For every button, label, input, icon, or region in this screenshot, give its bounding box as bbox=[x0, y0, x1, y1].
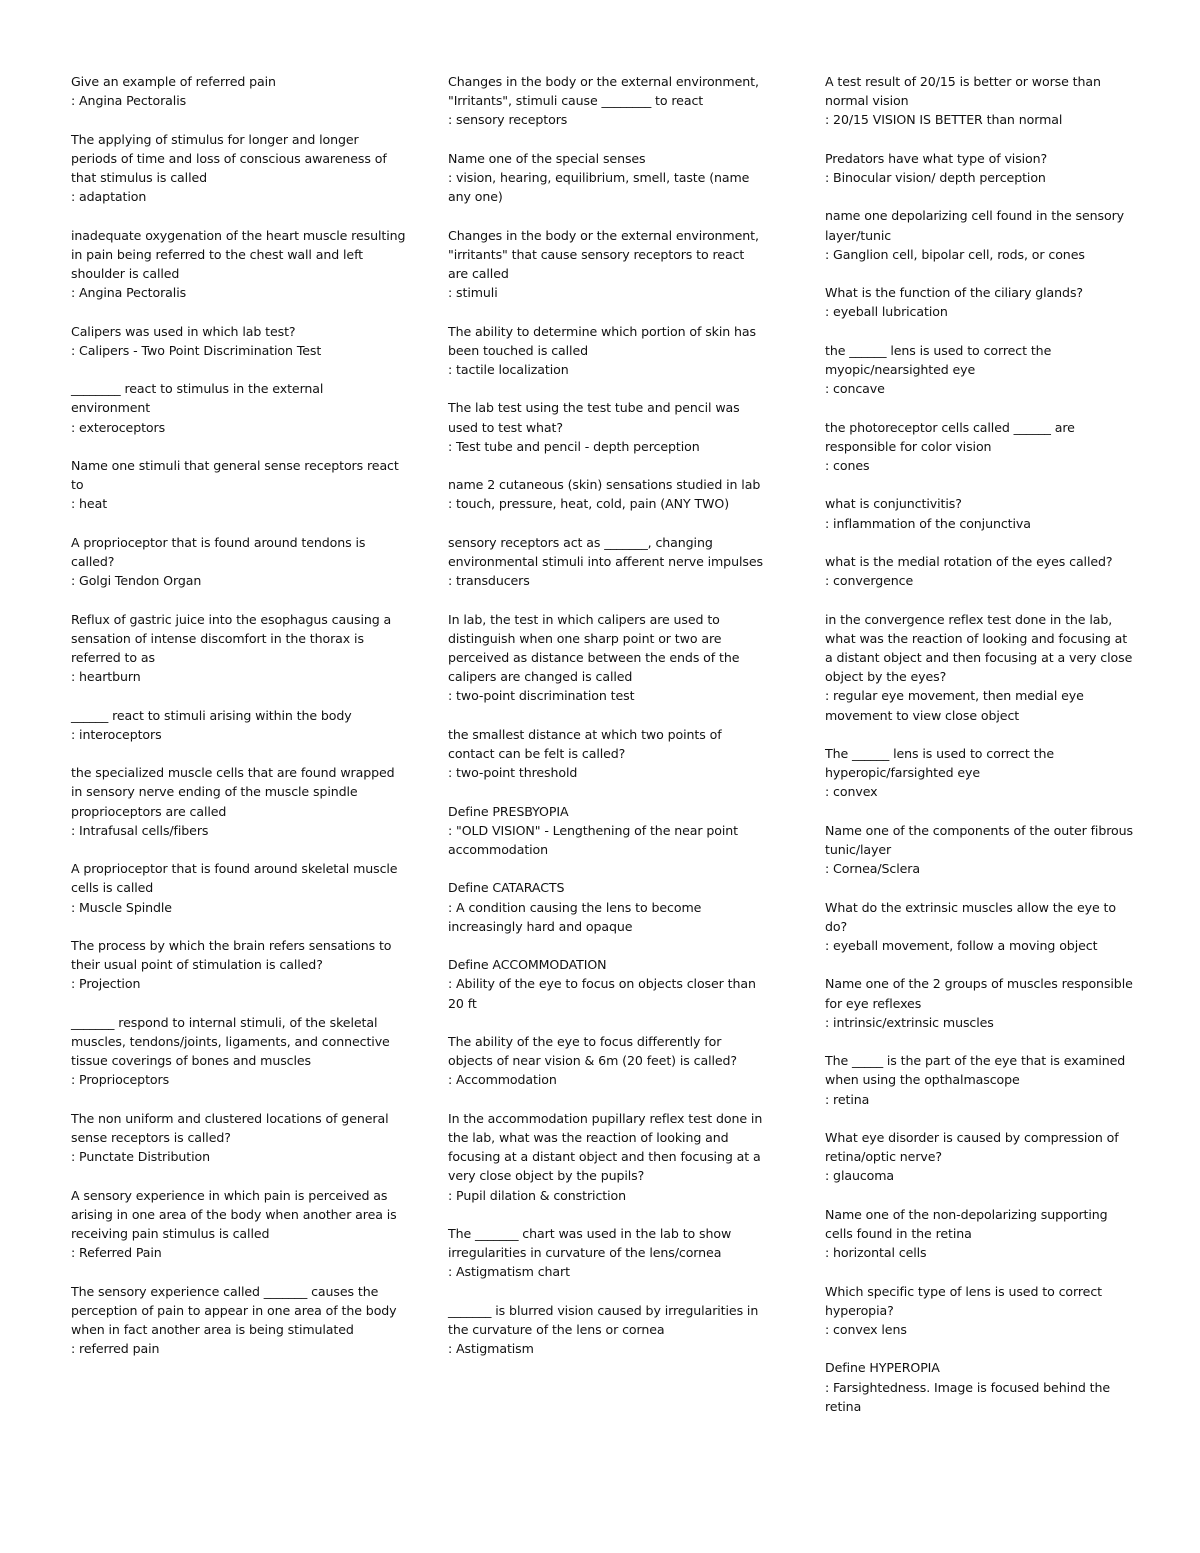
flashcard-question: what is the medial rotation of the eyes called? bbox=[825, 553, 1113, 569]
flashcard bbox=[825, 1282, 1135, 1340]
flashcard-answer: : regular eye movement, then medial eye movement to view close object bbox=[825, 688, 1084, 723]
flashcard bbox=[448, 955, 766, 1013]
flashcard-answer: : heat bbox=[71, 496, 108, 512]
flashcard-answer: : sensory receptors bbox=[448, 112, 568, 128]
flashcard-question: The sensory experience called _______ causes the perception of pain to appear in one area of the body when in fact another area is being stimulated bbox=[71, 1283, 397, 1337]
flashcard-question: sensory receptors act as _______, changing environmental stimuli into afferent nerve impulses bbox=[448, 534, 763, 569]
flashcard bbox=[71, 456, 406, 514]
flashcard-question: the photoreceptor cells called ______ are responsible for color vision bbox=[825, 419, 1075, 454]
flashcard bbox=[825, 821, 1135, 879]
flashcard-question: What do the extrinsic muscles allow the eye to do? bbox=[825, 899, 1116, 934]
flashcard-answer: : glaucoma bbox=[825, 1168, 895, 1184]
flashcard bbox=[825, 418, 1135, 476]
flashcard-answer: : 20/15 VISION IS BETTER than normal bbox=[825, 112, 1063, 128]
flashcard-question: The _____ is the part of the eye that is examined when using the opthalmascope bbox=[825, 1053, 1126, 1088]
flashcard-answer: : eyeball movement, follow a moving object bbox=[825, 937, 1098, 953]
flashcard bbox=[71, 322, 406, 360]
flashcard-answer: : tactile localization bbox=[448, 362, 569, 377]
flashcard-question: Name one of the special senses bbox=[448, 150, 646, 166]
flashcard-answer: : two-point threshold bbox=[448, 765, 578, 781]
flashcard-question: In the accommodation pupillary reflex test done in the lab, what was the reaction of looking and focusing at a distant object and then focusing at a very close object by the pupils? bbox=[448, 1110, 763, 1184]
flashcard-question: The process by which the brain refers sensations to their usual point of stimulation is called? bbox=[71, 937, 392, 973]
flashcard bbox=[71, 610, 406, 687]
flashcard-question: name 2 cutaneous (skin) sensations studied in lab bbox=[448, 477, 761, 493]
flashcard-answer: : A condition causing the lens to become increasingly hard and opaque bbox=[448, 899, 702, 934]
flashcard-question: A test result of 20/15 is better or worse than normal vision bbox=[825, 74, 1101, 109]
flashcard-answer: : Punctate Distribution bbox=[71, 1149, 211, 1165]
flashcard bbox=[448, 72, 766, 130]
flashcard-question: Changes in the body or the external environment, "irritants" that cause sensory receptors to react are called bbox=[448, 227, 759, 281]
flashcard-question: Which specific type of lens is used to correct hyperopia? bbox=[825, 1283, 1102, 1318]
flashcard-answer: : eyeball lubrication bbox=[825, 304, 948, 320]
flashcard-answer: : referred pain bbox=[71, 1341, 160, 1357]
flashcard-answer: : Ganglion cell, bipolar cell, rods, or cones bbox=[825, 246, 1085, 262]
flashcard bbox=[448, 1109, 766, 1205]
flashcard-answer: : convergence bbox=[825, 573, 914, 589]
flashcard-answer: : "OLD VISION" - Lengthening of the near point accommodation bbox=[448, 822, 738, 857]
flashcard bbox=[825, 1205, 1135, 1263]
flashcard bbox=[448, 725, 766, 783]
flashcard-question: ______ react to stimuli arising within the body bbox=[71, 707, 352, 723]
flashcard bbox=[825, 1128, 1135, 1186]
flashcard-question: The _______ chart was used in the lab to show irregularities in curvature of the lens/cornea bbox=[448, 1225, 732, 1261]
flashcard-question: The ______ lens is used to correct the hyperopic/farsighted eye bbox=[825, 745, 1054, 781]
flashcard-answer: : cones bbox=[825, 457, 870, 473]
flashcard-question: The applying of stimulus for longer and longer periods of time and loss of conscious awareness of that stimulus is called bbox=[71, 131, 387, 185]
flashcard bbox=[825, 552, 1135, 590]
flashcard bbox=[71, 1013, 406, 1090]
flashcard-answer: : Projection bbox=[71, 976, 141, 992]
flashcard bbox=[825, 494, 1135, 532]
flashcard bbox=[448, 802, 766, 860]
flashcard-question: Predators have what type of vision? bbox=[825, 150, 1048, 166]
column-2 bbox=[448, 72, 766, 1378]
flashcard bbox=[825, 72, 1135, 130]
flashcard bbox=[825, 1358, 1135, 1416]
flashcard bbox=[825, 283, 1135, 321]
flashcard bbox=[825, 744, 1135, 802]
flashcard-question: inadequate oxygenation of the heart muscle resulting in pain being referred to the chest wall and left shoulder is called bbox=[71, 227, 406, 281]
flashcard bbox=[448, 322, 766, 380]
flashcard-question: Reflux of gastric juice into the esophagus causing a sensation of intense discomfort in the thorax is referred to as bbox=[71, 611, 392, 665]
flashcard-answer: : Astigmatism chart bbox=[448, 1264, 570, 1280]
flashcard bbox=[71, 379, 406, 437]
flashcard-answer: : Muscle Spindle bbox=[71, 899, 172, 915]
flashcard-answer: : heartburn bbox=[71, 669, 141, 685]
flashcard bbox=[448, 878, 766, 936]
flashcard-answer: : Angina Pectoralis bbox=[71, 93, 187, 109]
flashcard-question: name one depolarizing cell found in the sensory layer/tunic bbox=[825, 208, 1124, 243]
flashcard bbox=[448, 1301, 766, 1359]
flashcard bbox=[448, 398, 766, 456]
flashcard-answer: : Binocular vision/ depth perception bbox=[825, 170, 1046, 185]
flashcard-question: Define CATARACTS bbox=[448, 880, 565, 896]
flashcard bbox=[71, 1186, 406, 1263]
flashcard bbox=[71, 226, 406, 303]
flashcard bbox=[71, 1109, 406, 1167]
flashcard-answer: : Test tube and pencil - depth perception bbox=[448, 438, 700, 454]
flashcard bbox=[448, 1224, 766, 1282]
flashcard-answer: : Golgi Tendon Organ bbox=[71, 573, 202, 589]
flashcard-question: In lab, the test in which calipers are used to distinguish when one sharp point or two are perceived as distance between the ends of the calipers are changed is called bbox=[448, 611, 740, 685]
flashcard bbox=[825, 898, 1135, 956]
flashcard-question: Name one stimuli that general sense receptors react to bbox=[71, 457, 399, 493]
flashcard bbox=[71, 533, 406, 591]
flashcard bbox=[71, 130, 406, 207]
flashcard-question: The ability to determine which portion of skin has been touched is called bbox=[448, 323, 756, 358]
flashcard-answer: : interoceptors bbox=[71, 726, 162, 742]
flashcard-question: Give an example of referred pain bbox=[71, 74, 276, 89]
flashcard bbox=[825, 974, 1135, 1032]
flashcard-question: A sensory experience in which pain is perceived as arising in one area of the body when another area is receiving pain stimulus is called bbox=[71, 1187, 397, 1241]
flashcard-question: the specialized muscle cells that are found wrapped in sensory nerve ending of the muscle spindle proprioceptors are called bbox=[71, 765, 395, 819]
flashcard-answer: : touch, pressure, heat, cold, pain (ANY TWO) bbox=[448, 496, 730, 512]
flashcard-question: _______ is blurred vision caused by irregularities in the curvature of the lens or cornea bbox=[448, 1302, 759, 1337]
flashcard-answer: : retina bbox=[825, 1091, 870, 1107]
flashcard-answer: : horizontal cells bbox=[825, 1245, 927, 1261]
flashcard-answer: : intrinsic/extrinsic muscles bbox=[825, 1014, 994, 1030]
flashcard-answer: : stimuli bbox=[448, 285, 498, 301]
flashcard-answer: : vision, hearing, equilibrium, smell, taste (name any one) bbox=[448, 170, 750, 205]
flashcard-answer: : Cornea/Sclera bbox=[825, 861, 920, 877]
flashcard-question: Define ACCOMMODATION bbox=[448, 957, 607, 973]
flashcard-question: Name one of the components of the outer fibrous tunic/layer bbox=[825, 822, 1133, 857]
flashcard bbox=[448, 149, 766, 207]
flashcard-answer: : Pupil dilation & constriction bbox=[448, 1187, 626, 1203]
flashcard bbox=[71, 706, 406, 744]
flashcard-answer: : Accommodation bbox=[448, 1072, 557, 1088]
flashcard bbox=[825, 341, 1135, 399]
flashcard-question: A proprioceptor that is found around skeletal muscle cells is called bbox=[71, 861, 398, 896]
flashcard bbox=[448, 226, 766, 303]
flashcard bbox=[71, 1282, 406, 1359]
flashcard-answer: : inflammation of the conjunctiva bbox=[825, 515, 1031, 531]
flashcard-question: The ability of the eye to focus differently for objects of near vision & 6m (20 feet) is called? bbox=[448, 1033, 738, 1069]
flashcard bbox=[448, 533, 766, 591]
flashcard-answer: : Calipers - Two Point Discrimination Test bbox=[71, 342, 322, 358]
flashcard-answer: : adaptation bbox=[71, 189, 147, 205]
flashcard-answer: : Farsightedness. Image is focused behind the retina bbox=[825, 1379, 1111, 1414]
flashcard bbox=[71, 763, 406, 840]
flashcard-question: What eye disorder is caused by compression of retina/optic nerve? bbox=[825, 1129, 1119, 1165]
flashcard-question: Name one of the 2 groups of muscles responsible for eye reflexes bbox=[825, 976, 1133, 1011]
flashcard-question: the ______ lens is used to correct the myopic/nearsighted eye bbox=[825, 342, 1052, 377]
flashcard-question: A proprioceptor that is found around tendons is called? bbox=[71, 534, 366, 569]
flashcard-question: what is conjunctivitis? bbox=[825, 496, 962, 512]
flashcard bbox=[825, 1051, 1135, 1109]
column-3 bbox=[825, 72, 1135, 1435]
flashcard-question: the smallest distance at which two points of contact can be felt is called? bbox=[448, 726, 722, 761]
flashcard-question: _______ respond to internal stimuli, of the skeletal muscles, tendons/joints, ligaments, and connective tissue coverings of bones and muscles bbox=[71, 1014, 390, 1069]
flashcard-question: Define HYPEROPIA bbox=[825, 1360, 940, 1376]
flashcard-question: The lab test using the test tube and pencil was used to test what? bbox=[448, 400, 740, 435]
flashcard bbox=[448, 1032, 766, 1090]
flashcard-answer: : Astigmatism bbox=[448, 1341, 534, 1357]
flashcard bbox=[448, 475, 766, 513]
flashcard-answer: : transducers bbox=[448, 573, 530, 589]
flashcard-answer: : convex lens bbox=[825, 1321, 907, 1337]
flashcard bbox=[448, 610, 766, 706]
flashcard bbox=[71, 72, 406, 110]
flashcard-question: Calipers was used in which lab test? bbox=[71, 323, 296, 339]
flashcard-question: Define PRESBYOPIA bbox=[448, 803, 569, 819]
flashcard-answer: : convex bbox=[825, 784, 878, 800]
flashcard bbox=[71, 936, 406, 994]
flashcard-answer: : Proprioceptors bbox=[71, 1072, 170, 1088]
flashcard bbox=[825, 610, 1135, 725]
flashcard-question: Changes in the body or the external environment, "Irritants", stimuli cause ________ to react bbox=[448, 74, 759, 109]
flashcard-question: The non uniform and clustered locations of general sense receptors is called? bbox=[71, 1110, 389, 1145]
flashcard-answer: : exteroceptors bbox=[71, 419, 166, 435]
flashcard-answer: : Ability of the eye to focus on objects closer than 20 ft bbox=[448, 976, 756, 1011]
flashcard-answer: : concave bbox=[825, 381, 885, 397]
flashcard-question: ________ react to stimulus in the external environment bbox=[71, 381, 324, 416]
flashcard-answer: : Angina Pectoralis bbox=[71, 285, 187, 301]
flashcard bbox=[71, 859, 406, 917]
flashcard-answer: : two-point discrimination test bbox=[448, 688, 635, 704]
column-1 bbox=[71, 72, 406, 1378]
flashcard bbox=[825, 149, 1135, 187]
flashcard-answer: : Intrafusal cells/fibers bbox=[71, 822, 209, 838]
flashcard-question: in the convergence reflex test done in the lab, what was the reaction of looking and focusing at a distant object and then focusing at a very close object by the eyes? bbox=[825, 611, 1133, 685]
flashcard-question: What is the function of the ciliary glands? bbox=[825, 285, 1083, 301]
flashcard-question: Name one of the non-depolarizing supporting cells found in the retina bbox=[825, 1206, 1108, 1241]
flashcard bbox=[825, 206, 1135, 264]
flashcard-answer: : Referred Pain bbox=[71, 1245, 162, 1261]
